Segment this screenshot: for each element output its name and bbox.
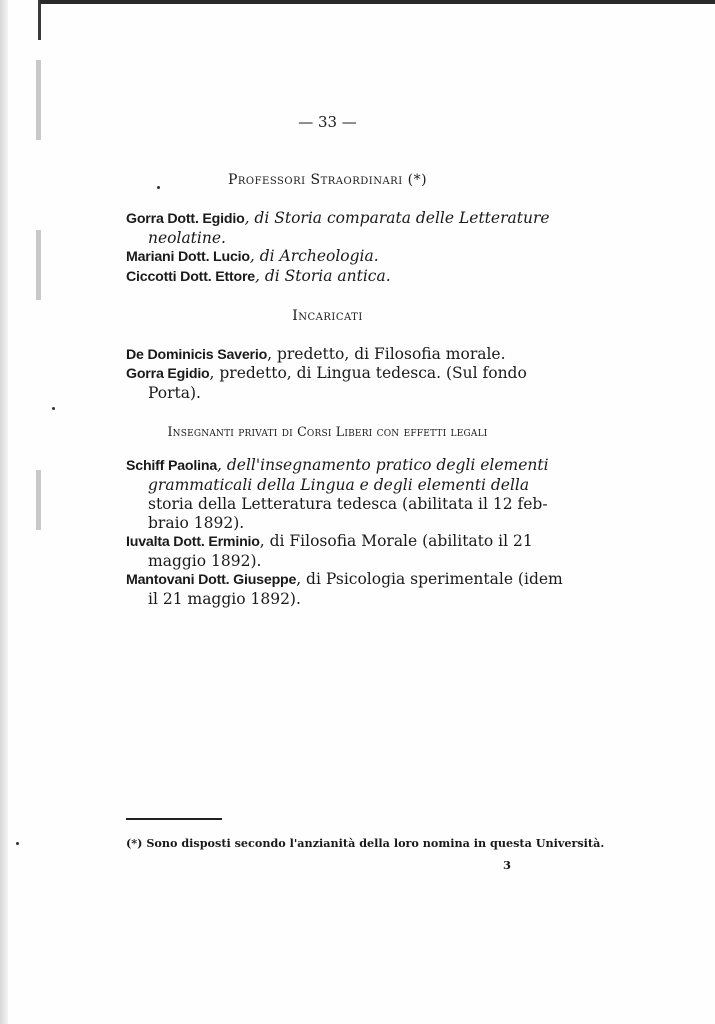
entry-de-dominicis bbox=[126, 345, 526, 365]
entry-text: , di Filosofia Morale (abilitato il 21 bbox=[259, 532, 533, 550]
entry-text: , di Storia comparata delle Letterature bbox=[244, 209, 550, 227]
entry-gorra-egidio bbox=[126, 209, 550, 248]
entry-text: braio 1892). bbox=[148, 514, 245, 532]
person-name: Schiff Paolina bbox=[126, 458, 218, 474]
scan-artifact bbox=[36, 230, 41, 300]
entry-mariani-lucio bbox=[126, 247, 526, 267]
entry-text: , dell'insegnamento pratico degli elementi bbox=[217, 456, 549, 474]
person-name: De Dominicis Saverio bbox=[126, 347, 268, 363]
scan-artifact bbox=[36, 470, 41, 530]
entry-schiff-paolina bbox=[126, 456, 549, 533]
entry-gorra-egidio-2 bbox=[126, 364, 526, 403]
signature-mark: 3 bbox=[503, 858, 512, 872]
print-speck bbox=[157, 186, 160, 189]
page-spine-shadow bbox=[0, 0, 8, 1024]
entry-mantovani-giuseppe bbox=[126, 570, 563, 609]
page-top-edge bbox=[40, 0, 715, 4]
entry-text: , di Storia antica. bbox=[255, 267, 391, 285]
section-heading-incaricati: Incaricati bbox=[292, 308, 363, 324]
section-heading-straordinari: Professori Straordinari (*) bbox=[227, 172, 428, 188]
entry-text: maggio 1892). bbox=[148, 552, 262, 570]
entry-text: , di Psicologia sperimentale (idem bbox=[296, 570, 563, 588]
footnote-rule bbox=[126, 818, 222, 820]
entry-text: il 21 maggio 1892). bbox=[148, 590, 301, 608]
entry-text: , predetto, di Lingua tedesca. (Sul fondo bbox=[209, 364, 527, 382]
person-name: Mantovani Dott. Giuseppe bbox=[126, 572, 297, 588]
person-name: Gorra Egidio bbox=[126, 366, 210, 382]
binding-mark bbox=[38, 0, 41, 40]
entry-text: storia della Letteratura tedesca (abilitata il 12 feb- bbox=[148, 495, 548, 513]
person-name: Gorra Dott. Egidio bbox=[126, 211, 245, 227]
page-number: — 33 — bbox=[298, 113, 357, 131]
entry-text: , predetto, di Filosofia morale. bbox=[267, 345, 506, 363]
print-speck bbox=[52, 407, 55, 410]
print-speck bbox=[16, 842, 19, 845]
person-name: Mariani Dott. Lucio bbox=[126, 249, 250, 265]
entry-text: Porta). bbox=[148, 384, 201, 402]
entry-text: neolatine. bbox=[148, 229, 226, 247]
entry-ciccotti-ettore bbox=[126, 267, 526, 287]
person-name: Ciccotti Dott. Ettore bbox=[126, 269, 256, 285]
footnote: (*) Sono disposti secondo l'anzianità della loro nomina in questa Università. bbox=[126, 836, 605, 850]
section-heading-insegnanti: Insegnanti privati di Corsi Liberi con effetti legali bbox=[167, 424, 488, 439]
person-name: Iuvalta Dott. Erminio bbox=[126, 534, 260, 550]
entry-iuvalta-erminio bbox=[126, 532, 533, 571]
entry-text: , di Archeologia. bbox=[249, 247, 379, 265]
entry-text: grammaticali della Lingua e degli elementi della bbox=[148, 476, 530, 494]
